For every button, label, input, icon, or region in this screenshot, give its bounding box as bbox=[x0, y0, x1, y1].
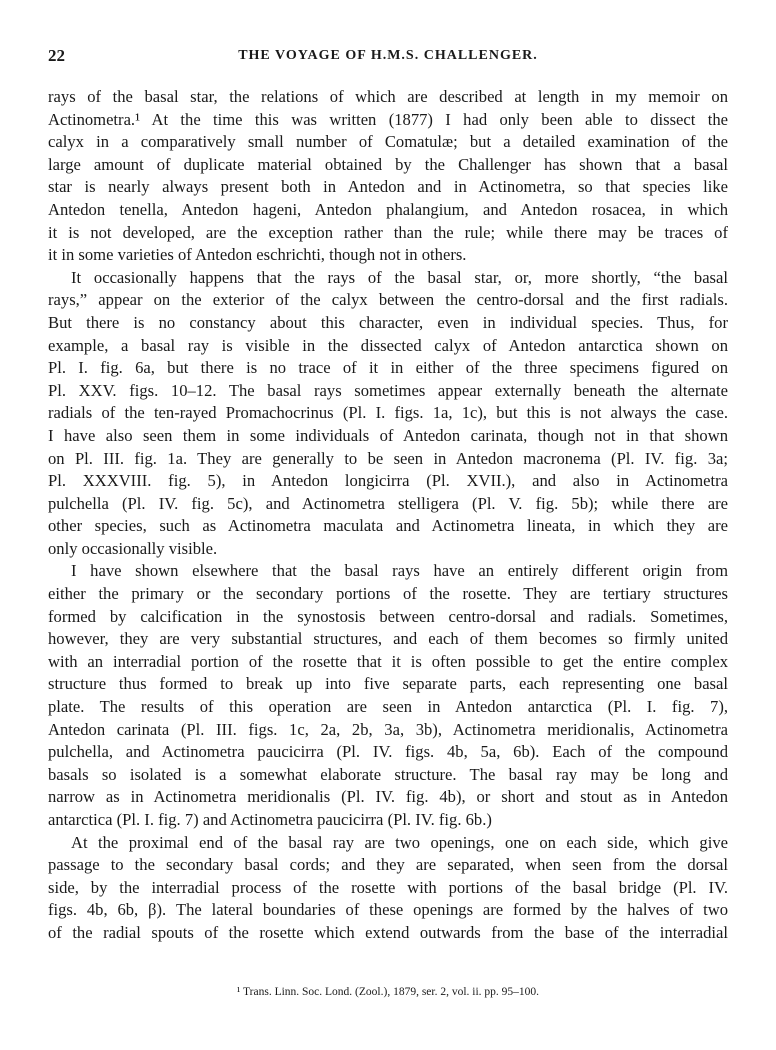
text-line: star is nearly always present both in Antedon and in Actinometra, so that species like bbox=[48, 177, 728, 197]
page-number: 22 bbox=[48, 46, 65, 65]
text-line: At the proximal end of the basal ray are two openings, one on each side, which give bbox=[71, 832, 728, 852]
text-line: large amount of duplicate material obtained by the Challenger has shown that a basal bbox=[48, 154, 728, 174]
footnote: ¹ Trans. Linn. Soc. Lond. (Zool.), 1879, ser. 2, vol. ii. pp. 95–100. bbox=[236, 986, 540, 998]
text-line: Pl. I. fig. 6a, but there is no trace of it in either of the three specimens figured on bbox=[48, 358, 728, 378]
running-header bbox=[48, 46, 728, 70]
text-line: pulchella (Pl. IV. fig. 5c), and Actinometra stelligera (Pl. V. fig. 5b); while there are bbox=[48, 493, 728, 513]
text-line: radials of the ten-rayed Promachocrinus (Pl. I. figs. 1a, 1c), but this is not always the case. bbox=[48, 403, 728, 423]
text-line: Antedon carinata (Pl. III. figs. 1c, 2a, 2b, 3a, 3b), Actinometra meridionalis, Actinometra bbox=[48, 719, 728, 739]
text-line: figs. 4b, 6b, β). The lateral boundaries of these openings are formed by the halves of two bbox=[48, 900, 728, 920]
text-line: I have shown elsewhere that the basal rays have an entirely different origin from bbox=[71, 561, 728, 581]
text-line: other species, such as Actinometra maculata and Actinometra lineata, in which they are bbox=[48, 516, 728, 536]
text-line: formed by calcification in the synostosis between centro-dorsal and radials. Sometimes, bbox=[48, 606, 728, 626]
text-line: it is not developed, are the exception rather than the rule; while there may be traces of bbox=[48, 222, 728, 242]
text-line: Pl. XXXVIII. fig. 5), in Antedon longicirra (Pl. XVII.), and also in Actinometra bbox=[48, 471, 728, 491]
text-line: it in some varieties of Antedon eschrichti, though not in others. bbox=[48, 245, 467, 265]
text-line: narrow as in Actinometra meridionalis (Pl. IV. fig. 4b), or short and stout as in Antedon bbox=[48, 787, 728, 807]
text-line: antarctica (Pl. I. fig. 7) and Actinometra paucicirra (Pl. IV. fig. 6b.) bbox=[48, 810, 492, 829]
text-line: Actinometra.¹ At the time this was written (1877) I had only been able to dissect the bbox=[48, 109, 728, 129]
text-line: example, a basal ray is visible in the dissected calyx of Antedon antarctica shown on bbox=[48, 335, 728, 355]
running-title: THE VOYAGE OF H.M.S. CHALLENGER. bbox=[238, 48, 538, 63]
text-line: rays of the basal star, the relations of which are described at length in my memoir on bbox=[48, 87, 728, 106]
text-line: structure thus formed to break up into five separate parts, each representing one basal bbox=[48, 674, 728, 694]
text-line: basals so isolated is a somewhat elaborate structure. The basal ray may be long and bbox=[48, 764, 728, 784]
text-line: But there is no constancy about this character, even in individual species. Thus, for bbox=[48, 312, 728, 332]
text-line: on Pl. III. fig. 1a. They are generally to be seen in Antedon macronema (Pl. IV. fig. 3a; bbox=[48, 448, 728, 468]
text-line: only occasionally visible. bbox=[48, 538, 218, 558]
text-line: however, they are very substantial structures, and each of them becomes so firmly united bbox=[48, 629, 728, 649]
body-text bbox=[48, 86, 728, 945]
text-line: either the primary or the secondary portions of the rosette. They are tertiary structures bbox=[48, 584, 728, 604]
text-line: of the radial spouts of the rosette which extend outwards from the base of the interradial bbox=[48, 922, 728, 942]
text-line: with an interradial portion of the rosette that it is often possible to get the entire complex bbox=[48, 651, 728, 671]
text-line: passage to the secondary basal cords; and they are separated, when seen from the dorsal bbox=[48, 855, 728, 875]
text-line: It occasionally happens that the rays of the basal star, or, more shortly, “the basal bbox=[71, 267, 728, 287]
text-line: plate. The results of this operation are seen in Antedon antarctica (Pl. I. fig. 7), bbox=[48, 697, 728, 717]
text-line: rays,” appear on the exterior of the calyx between the centro-dorsal and the first radials. bbox=[48, 290, 728, 310]
text-line: Pl. XXV. figs. 10–12. The basal rays sometimes appear externally beneath the alternate bbox=[48, 380, 728, 400]
text-line: Antedon tenella, Antedon hageni, Antedon phalangium, and Antedon rosacea, in which bbox=[48, 199, 728, 219]
text-line: pulchella, and Actinometra paucicirra (Pl. IV. figs. 4b, 5a, 6b). Each of the compound bbox=[48, 742, 728, 762]
text-line: side, by the interradial process of the rosette with portions of the basal bridge (Pl. IV. bbox=[48, 877, 728, 897]
text-line: calyx in a comparatively small number of Comatulæ; but a detailed examination of the bbox=[48, 132, 728, 152]
text-line: I have also seen them in some individuals of Antedon carinata, though not in that shown bbox=[48, 425, 728, 445]
